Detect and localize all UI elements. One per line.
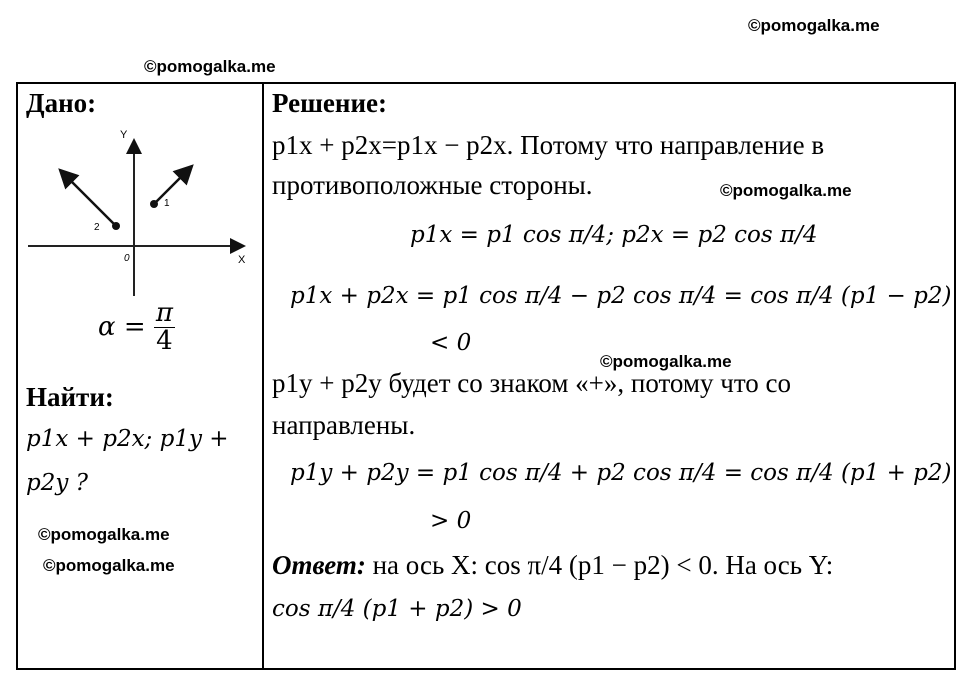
solution-line-2: противоположные стороны.	[272, 170, 593, 200]
watermark: ©pomogalka.me	[43, 556, 175, 575]
watermark: ©pomogalka.me	[748, 16, 880, 35]
answer-text-1: на ось X: cos π/4 (p1 − p2) < 0. На ось Y:	[372, 550, 834, 580]
given-heading: Дано:	[26, 88, 97, 118]
watermark: ©pomogalka.me	[600, 352, 732, 371]
origin-label: 0	[124, 253, 130, 264]
point-2	[112, 222, 120, 230]
find-line-1: p1x + p2x; p1y +	[26, 426, 229, 452]
solution-line-3: p1y + p2y будет со знаком «+», потому что со	[272, 368, 791, 398]
equation-1: p1x = p1 cos π/4; p2x = p2 cos π/4	[410, 222, 818, 248]
vector-diagram	[26, 126, 256, 298]
watermark: ©pomogalka.me	[144, 57, 276, 76]
watermark: ©pomogalka.me	[38, 525, 170, 544]
equation-3-tail: > 0	[430, 508, 472, 534]
equation-2: p1x + p2x = p1 cos π/4 − p2 cos π/4 = cos π/4 (p1 − p2)	[290, 283, 952, 309]
column-divider	[262, 82, 264, 670]
equation-2-tail: < 0	[430, 330, 472, 356]
answer-line-2: cos π/4 (p1 + p2) > 0	[272, 596, 522, 622]
solution-heading: Решение:	[272, 88, 387, 118]
watermark: ©pomogalka.me	[720, 181, 852, 200]
y-axis-label: Y	[120, 129, 128, 141]
equation-3: p1y + p2y = p1 cos π/4 + p2 cos π/4 = cos π/4 (p1 + p2)	[290, 460, 952, 486]
find-heading: Найти:	[26, 382, 114, 412]
vector-2	[60, 170, 116, 226]
x-axis-label: X	[238, 254, 246, 266]
solution-line-4: направлены.	[272, 410, 416, 440]
point-1	[150, 200, 158, 208]
find-line-2: p2y ?	[26, 470, 88, 496]
answer-label: Ответ:	[272, 550, 366, 580]
solution-line-1: p1x + p2x=p1x − p2x. Потому что направление в	[272, 130, 825, 160]
point-1-label: 1	[164, 198, 170, 209]
alpha-value: α = $\frac{\pi}{4}$	[98, 298, 173, 357]
vector-1	[154, 166, 192, 204]
answer-line-1	[272, 548, 833, 582]
point-2-label: 2	[94, 222, 100, 233]
